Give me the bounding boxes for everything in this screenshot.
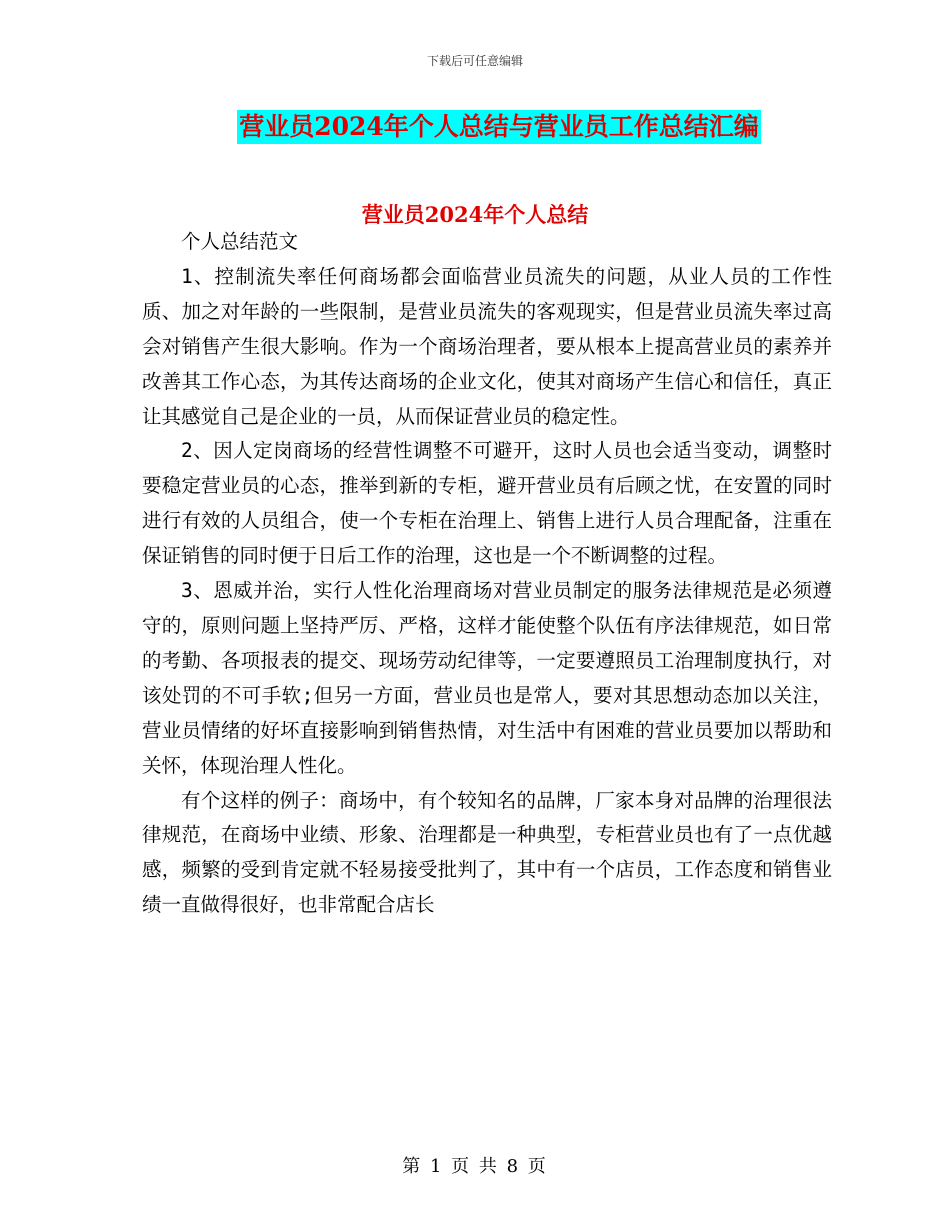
- page-number: 第 1 页 共 8 页: [402, 1156, 548, 1177]
- header-note: 下载后可任意编辑: [426, 54, 523, 68]
- paragraph-3: 3、恩威并治，实行人性化治理商场对营业员制定的服务法律规范是必须遵守的，原则问题上坚持严厉、严格，这样才能使整个队伍有序法律规范，如日常的考勤、各项报表的提交、现场劳动纪律等，一定要遵照员工治理制度执行，对该处罚的不可手软;但另一方面，营业员也是常人，要对其思想动态加以关注，营业员情绪的好坏直接影响到销售热情，对生活中有困难的营业员要加以帮助和关怀，体现治理人性化。: [142, 579, 832, 777]
- document-sub-title: 营业员2024年个人总结: [361, 202, 589, 227]
- paragraph-1: 1、控制流失率任何商场都会面临营业员流失的问题，从业人员的工作性质、加之对年龄的一些限制，是营业员流失的客观现实，但是营业员流失率过高会对销售产生很大影响。作为一个商场治理者，要从根本上提高营业员的素养并改善其工作心态，为其传达商场的企业文化，使其对商场产生信心和信任，真正让其感觉自己是企业的一员，从而保证营业员的稳定性。: [142, 264, 832, 428]
- main-title-container: [0, 110, 950, 144]
- paragraph-2: 2、因人定岗商场的经营性调整不可避开，这时人员也会适当变动，调整时要稳定营业员的心态，推举到新的专柜，避开营业员有后顾之忧，在安置的同时进行有效的人员组合，使一个专柜在治理上、销售上进行人员合理配备，注重在保证销售的同时便于日后工作的治理，这也是一个不断调整的过程。: [142, 439, 832, 568]
- paragraph-4: 有个这样的例子：商场中，有个较知名的品牌，厂家本身对品牌的治理很法律规范，在商场中业绩、形象、治理都是一种典型，专柜营业员也有了一点优越感，频繁的受到肯定就不轻易接受批判了，其中有一个店员，工作态度和销售业绩一直做得很好，也非常配合店长: [142, 788, 832, 917]
- document-body: [142, 225, 832, 923]
- document-main-title: 营业员2024年个人总结与营业员工作总结汇编: [237, 110, 761, 144]
- paragraph-heading: 个人总结范文: [181, 230, 299, 253]
